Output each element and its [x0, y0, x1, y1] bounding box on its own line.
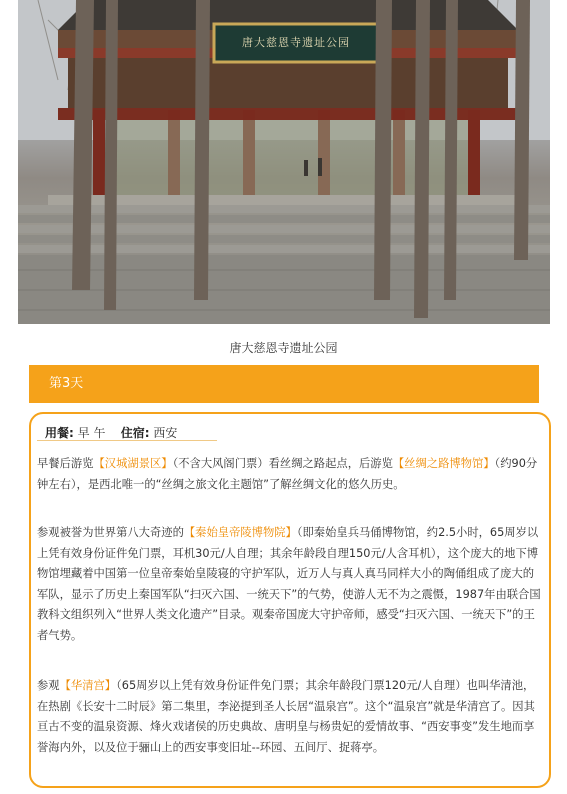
- text-segment: 参观: [37, 679, 60, 692]
- paragraph-han-city-lake: [37, 454, 543, 495]
- paragraph-terracotta-museum: [37, 523, 543, 646]
- gate-sign-text: 唐大慈恩寺遗址公园: [242, 36, 350, 49]
- highlight-silk-road-museum: 【丝绸之路博物馆】: [392, 457, 495, 470]
- meal-value: 早 午: [77, 426, 106, 440]
- meal-label: 用餐:: [45, 426, 74, 440]
- stay-value: 西安: [153, 426, 178, 440]
- highlight-han-city-lake: 【汉城湖景区】: [93, 457, 173, 470]
- park-gate-photo: [18, 0, 550, 324]
- text-segment: （65周岁以上凭有效身份证件免门票；其余年龄段门票120元/人自理）也叫华清池，在热剧《长安十二时辰》第二集里，李泌提到圣人长居“温泉宫”。这个“温泉宫”就是华清宫了。因其亘古不变的温泉资源、烽火戏诸侯的历史典故、唐明皇与杨贵妃的爱情故事、“西安事变”发生地而享誉海内外，以及位于骊山上的西安事变旧址--环园、五间厅、捉蒋亭。: [37, 679, 535, 754]
- day-label: 第3天: [49, 376, 84, 391]
- day-header-bar: [29, 365, 539, 403]
- text-segment: （约90分钟左右），是西北唯一的“丝绸之旅文化主题馆”了解丝绸文化的悠久历史。: [37, 457, 538, 491]
- text-segment: 早餐后游览: [37, 457, 94, 470]
- itinerary-content-box: [29, 412, 551, 788]
- meal-info-line: [45, 424, 177, 441]
- paragraph-huaqing-palace: [37, 676, 543, 758]
- text-segment: （不含大风阁门票）看丝绸之路起点，后游览: [172, 457, 393, 470]
- stay-label: 住宿:: [120, 426, 150, 440]
- text-segment: 参观被誉为世界第八大奇迹的: [37, 526, 184, 539]
- text-segment: （即秦始皇兵马俑博物馆，约2.5小时，65周岁以上凭有效身份证件免门票，耳机30元/人自理；其余年龄段自理150元/人含耳机），这个庞大的地下博物馆埋藏着中国第一位皇帝秦始皇陵寝的守护军队，近万人与真人真马同样大小的陶俑组成了庞大的军队，显示了历史上秦国军队“扫灭六国、一统天下”的气势，使游人无不为之震慑，1987年由联合国教科文组织列入“世界人类文化遗产”目录。观秦帝国庞大守护帝师，感受“扫灭六国、一统天下”的王者气势。: [37, 526, 541, 642]
- photo-caption: 唐大慈恩寺遗址公园: [229, 341, 338, 355]
- highlight-terracotta-museum: 【秦始皇帝陵博物院】: [183, 526, 297, 539]
- highlight-huaqing-palace: 【华清宫】: [59, 679, 117, 692]
